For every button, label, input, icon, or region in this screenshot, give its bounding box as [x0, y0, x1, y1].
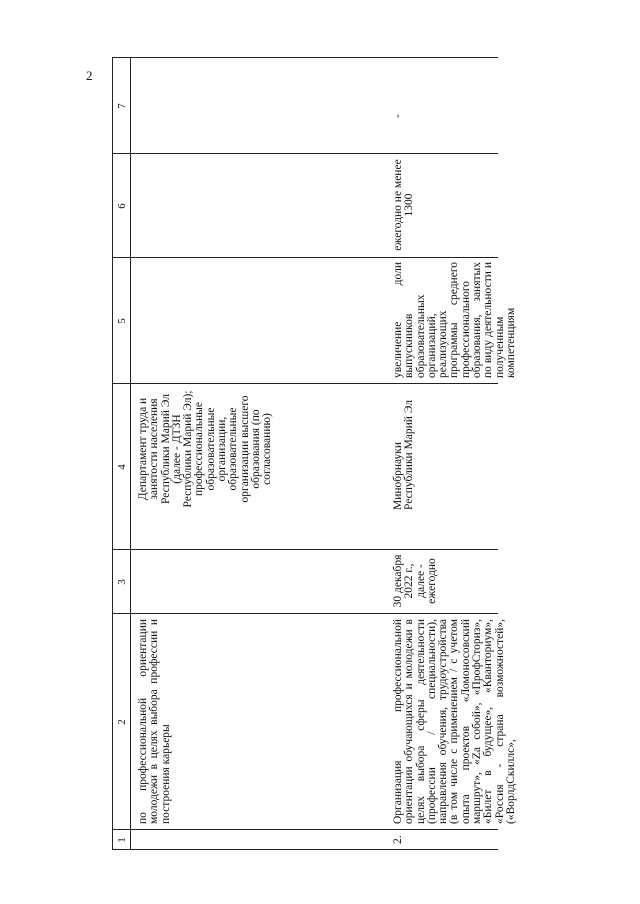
header-col-6: 6 [116, 203, 128, 209]
row-2-activity: Организация профессиональной ориентации обучающихся и молодежи в целях выбора сферы деятельности (профессии / специальности), направления обучения, трудоустройства (в том числе с применением / с учетом опыта проектов «Ломоносовский маршрут», «Za собой», «ПрофСториз», «Билет в будущее», «Кванториум», «Россия - страна возможностей», («ВорлдСкиллс», [392, 619, 517, 824]
header-col-4: 4 [116, 464, 128, 470]
col-line [112, 613, 498, 614]
col-line [112, 549, 498, 550]
row-2-indicator: увеличение доли выпускников образовательных организаций, реализующих программы среднего профессионального образования, занятых по виду деятельности и полученным компетенциям [392, 262, 517, 378]
prev-row-activity: по профессиональной ориентации молодежи в целях выбора профессии и построения карьеры [137, 619, 172, 824]
row-line [112, 58, 113, 850]
col-line [112, 849, 498, 850]
header-col-5: 5 [116, 318, 128, 324]
col-line [112, 153, 498, 154]
col-line [112, 829, 498, 830]
col-line [112, 57, 498, 58]
page-number: 2 [86, 68, 93, 83]
row-2-responsible: Минобрнауки Республики Марий Эл [392, 399, 416, 510]
row-2-col7: - [392, 114, 404, 118]
header-col-2: 2 [116, 719, 128, 725]
prev-row-responsible: Департамент труда и занятости населения Республики Марий Эл (далее - ДТЗН Республики Марий Эл); профессиональные образовательные организации, образовательные организации высшего образования (по согласованию) [137, 390, 274, 508]
row-line [130, 58, 131, 850]
col-line [112, 383, 498, 384]
row-2-target-value: ежегодно не менее 1300 [392, 159, 416, 251]
header-col-1: 1 [116, 837, 128, 843]
header-col-3: 3 [116, 579, 128, 585]
header-col-7: 7 [116, 103, 128, 109]
col-line [112, 257, 498, 258]
row-2-number: 2. [392, 835, 404, 844]
row-2-deadline: 30 декабря 2022 г., далее - ежегодно [392, 554, 438, 608]
